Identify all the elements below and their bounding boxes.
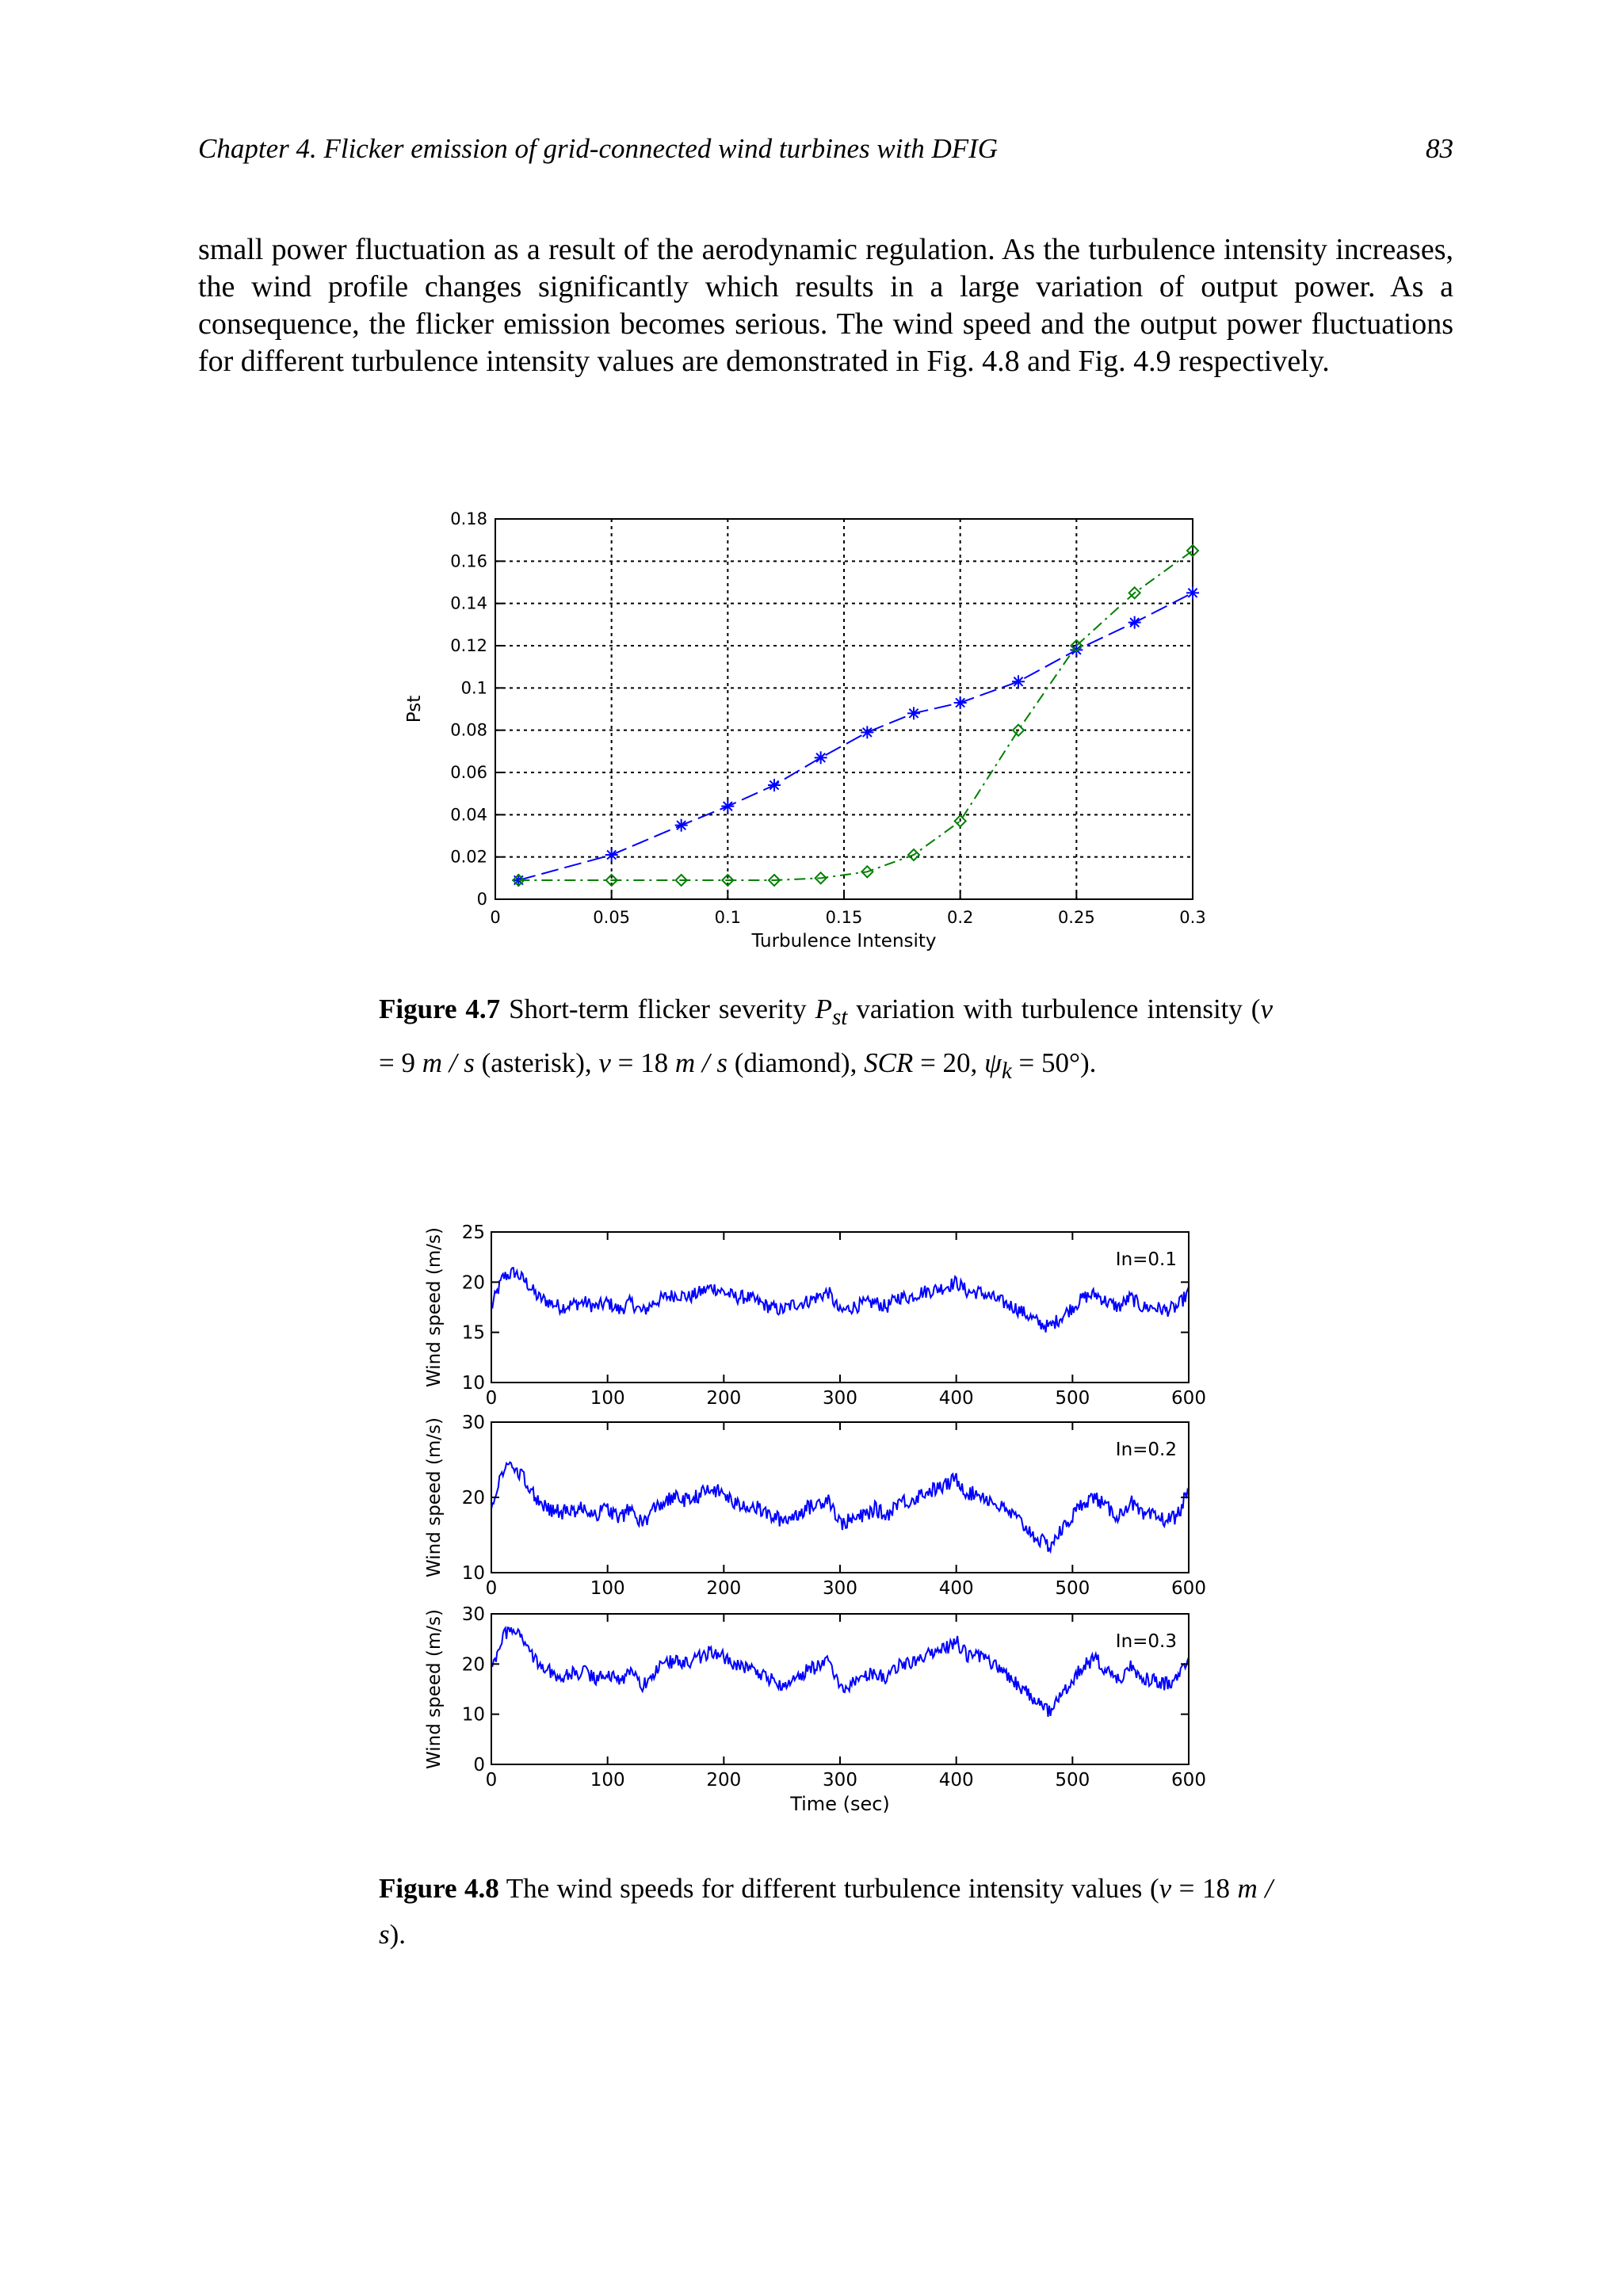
turbulence-annotation: In=0.3 [1115,1631,1177,1652]
x-tick-label: 0.1 [714,908,742,927]
wind-speed-trace [491,1268,1189,1333]
y-tick-label: 0 [476,890,487,909]
asterisk-marker [815,751,827,764]
x-tick-label: 0.15 [825,908,863,927]
asterisk-marker [907,707,920,719]
x-tick-label: 0.05 [593,908,631,927]
y-tick-label: 15 [461,1322,485,1344]
x-tick-label: 400 [938,1770,974,1791]
y-tick-label: 30 [461,1413,485,1433]
y-tick-label: 10 [461,1704,485,1726]
y-axis-label: Wind speed (m/s) [424,1609,445,1769]
y-tick-label: 0.1 [460,678,487,698]
asterisk-series-line [518,593,1193,880]
asterisk-marker [954,696,967,709]
asterisk-marker [721,800,734,813]
y-tick-label: 25 [461,1222,485,1243]
y-tick-label: 0.08 [450,720,487,740]
asterisk-marker [861,726,873,738]
x-tick-label: 0 [490,908,501,927]
body-paragraph: small power fluctuation as a result of the aerodynamic regulation. As the turbulence intensity increases, the wind profile changes significantly which results in a large variation of output power. As a consequence, the flicker emission becomes serious. The wind speed and the output power fluctuations for different turbulence intensity values are demonstrated in Fig. 4.8 and Fig. 4.9 respectively. [198,233,1453,378]
figure-4-8-chart [412,1220,1244,1838]
x-axis-label: Turbulence Intensity [751,931,937,952]
x-tick-label: 100 [590,1388,625,1409]
x-tick-label: 0.3 [1179,908,1206,927]
x-tick-label: 400 [938,1578,974,1599]
y-tick-label: 0.02 [450,847,487,867]
running-header [198,133,1453,173]
asterisk-marker [768,779,781,791]
figure-4-7-chart [396,499,1236,959]
x-tick-label: 100 [590,1770,625,1791]
x-tick-label: 500 [1055,1770,1090,1791]
figure-4-7-label: Figure 4.7 [379,994,501,1024]
y-tick-label: 10 [461,1373,485,1394]
turbulence-annotation: In=0.1 [1115,1249,1177,1270]
wind-speed-trace [491,1627,1189,1717]
x-tick-label: 0.2 [946,908,974,927]
turbulence-annotation: In=0.2 [1115,1440,1177,1460]
x-tick-label: 500 [1055,1388,1090,1409]
x-tick-label: 200 [706,1578,742,1599]
x-tick-label: 400 [938,1388,974,1409]
asterisk-marker [1128,616,1141,629]
y-axis-label: Wind speed (m/s) [424,1227,445,1387]
x-tick-label: 300 [823,1578,857,1599]
chapter-title: Chapter 4. Flicker emission of grid-connected wind turbines with DFIG [198,133,999,164]
figure-4-8-label: Figure 4.8 [379,1873,499,1904]
y-tick-label: 20 [461,1488,485,1508]
x-tick-label: 600 [1171,1770,1206,1791]
y-tick-label: 0.14 [450,593,487,613]
plot-frame [491,1422,1189,1573]
x-tick-label: 100 [590,1578,625,1599]
x-tick-label: 300 [823,1770,857,1791]
asterisk-marker [1012,675,1025,688]
y-tick-label: 0.12 [450,636,487,655]
y-tick-label: 0.18 [450,509,487,528]
asterisk-marker [605,849,618,861]
x-tick-label: 600 [1171,1578,1206,1599]
x-tick-label: 0 [485,1388,498,1409]
y-axis-label: Pst [404,695,425,723]
asterisk-marker [1186,586,1199,599]
diamond-series-line [518,551,1193,880]
y-tick-label: 0.06 [450,763,487,782]
y-tick-label: 0.04 [450,805,487,825]
y-tick-label: 10 [461,1563,485,1584]
y-tick-label: 20 [461,1654,485,1676]
y-tick-label: 30 [461,1604,485,1625]
figure-4-7-caption: Figure 4.7 Short-term flicker severity $P_{st}$ variation with turbulence intensity (v = 9 m / s (asterisk), v = 18 m / s (diamond), SCR = 20, $\psi_k = 50^\circ$). [379,994,1274,1084]
x-tick-label: 500 [1055,1578,1090,1599]
x-tick-label: 0 [485,1578,498,1599]
x-tick-label: 0.25 [1057,908,1095,927]
y-tick-label: 0 [473,1755,485,1775]
x-tick-label: 0 [485,1770,498,1791]
x-tick-label: 300 [823,1388,857,1409]
asterisk-marker [675,819,688,832]
plot-frame [491,1614,1189,1764]
x-tick-label: 600 [1171,1388,1206,1409]
x-tick-label: 200 [706,1770,742,1791]
figure-4-8-caption: Figure 4.8 The wind speeds for different turbulence intensity values (v = 18 m / s). [379,1873,1273,1950]
x-tick-label: 200 [706,1388,742,1409]
wind-speed-trace [491,1463,1189,1552]
y-tick-label: 0.16 [450,551,487,571]
y-tick-label: 20 [461,1272,485,1294]
x-axis-label: Time (sec) [790,1793,890,1815]
y-axis-label: Wind speed (m/s) [424,1417,445,1577]
page-number: 83 [1426,133,1453,164]
